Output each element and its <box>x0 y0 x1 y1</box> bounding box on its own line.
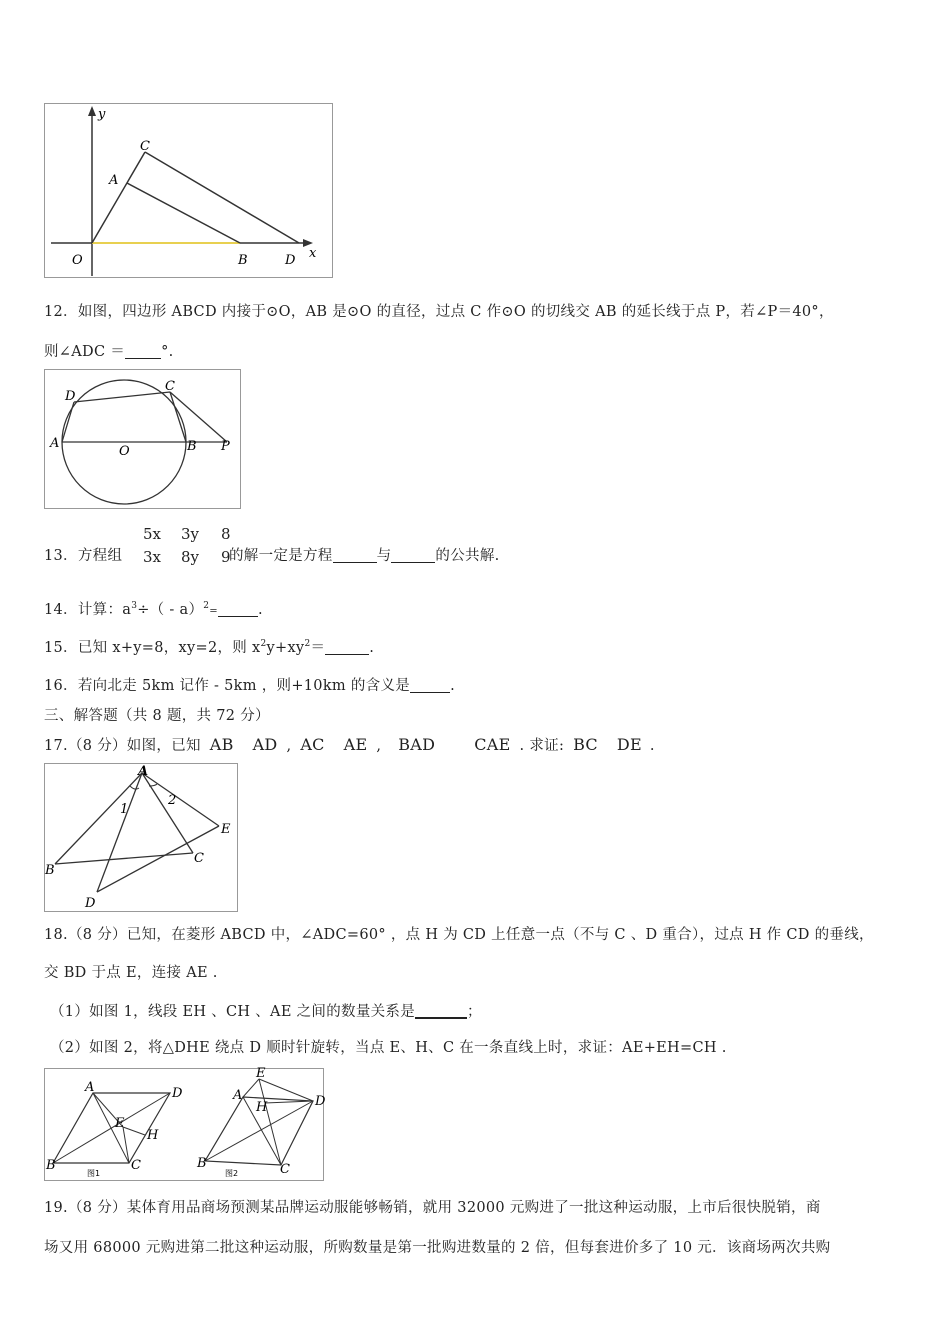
q14-pre: 14．计算：a <box>44 602 132 618</box>
q16-pre: 16．若向北走 5km 记作 - 5km ，则+10km 的含义是 <box>44 678 411 694</box>
q13-blank1 <box>333 548 377 564</box>
q15-mid: y+xy <box>266 640 305 656</box>
fig1-label-D: D <box>172 1086 183 1101</box>
q12-answer-blank <box>125 344 161 360</box>
label-P: P <box>221 439 230 454</box>
q15-exp1: 2 <box>260 639 267 650</box>
segment-AE <box>142 773 219 826</box>
segment-AB <box>127 183 240 243</box>
label-B: B <box>238 253 248 268</box>
segment-CD <box>145 152 299 243</box>
label-x: x <box>309 246 317 261</box>
q17-end: . <box>649 738 655 754</box>
y-axis-arrow <box>88 106 96 116</box>
fig1-label-C: C <box>131 1158 141 1173</box>
segment-BC <box>55 853 193 864</box>
segment-AE-2 <box>243 1079 259 1097</box>
label-D: D <box>65 389 76 404</box>
fig1-label-H: H <box>147 1128 159 1143</box>
q13-text <box>229 544 500 565</box>
figure-2 <box>196 1066 326 1178</box>
section-3-heading: 三、解答题（共 8 题，共 72 分） <box>44 708 270 724</box>
label-C: C <box>194 851 204 866</box>
q15-exp2: 2 <box>304 639 311 650</box>
segment-AD <box>97 773 142 892</box>
q17-AB: AB <box>209 735 234 754</box>
q13-text-c: 的公共解. <box>435 548 500 564</box>
label-A: A <box>50 436 60 451</box>
q17-BC: BC <box>573 735 598 754</box>
label-C: C <box>165 379 175 394</box>
label-B: B <box>45 863 55 878</box>
label-y: y <box>98 107 106 122</box>
q13-r2-c2: 8y <box>181 548 200 566</box>
fig1-caption: 图1 <box>87 1169 101 1178</box>
fig2-label-A: A <box>233 1088 243 1103</box>
label-D: D <box>285 253 296 268</box>
q19-line1: 19.（8 分）某体育用品商场预测某品牌运动服能够畅销，就用 32000 元购进了一批这种运动服，上市后很快脱销，商 <box>44 1200 821 1216</box>
label-2: 2 <box>168 793 177 808</box>
q13-equation-system <box>143 523 231 569</box>
q12-line2-pre: 则∠ADC ＝ <box>44 344 126 360</box>
q13-text-b: 与 <box>376 548 392 564</box>
label-1: 1 <box>120 802 129 817</box>
q17-AD: AD <box>252 735 278 754</box>
fig1-label-E: E <box>115 1116 125 1131</box>
q13-r2-c3: 9 <box>221 548 231 566</box>
fig2-label-E: E <box>256 1066 266 1081</box>
q14-exp1: 3 <box>131 601 138 612</box>
q13-r1-c1: 5x <box>143 525 162 543</box>
q13-row2 <box>143 546 231 569</box>
fig2-label-B: B <box>197 1156 207 1171</box>
q13-label: 13．方程组 <box>44 548 123 564</box>
q13-r2-c1: 3x <box>143 548 162 566</box>
q14-line <box>44 598 263 619</box>
figure-q17-triangles <box>44 763 238 912</box>
q13-blank2 <box>391 548 435 564</box>
q14-blank <box>218 602 258 618</box>
label-A: A <box>138 764 149 779</box>
q18-part1 <box>50 1000 482 1021</box>
segment-EH-1 <box>123 1127 145 1135</box>
segment-DC <box>74 392 170 402</box>
figure-coordinate-triangles <box>44 103 333 278</box>
q15-post: . <box>369 640 375 656</box>
q14-eq: = <box>209 606 218 617</box>
q12-line2 <box>44 340 174 361</box>
label-A: A <box>109 173 119 188</box>
q15-line <box>44 636 374 657</box>
segment-AB <box>55 773 142 864</box>
segment-EC-2 <box>259 1079 281 1165</box>
q12-line1: 12．如图，四边形 ABCD 内接于⊙O，AB 是⊙O 的直径，过点 C 作⊙O 的切线交 AB 的延长线于点 P，若∠P＝40°， <box>44 304 834 320</box>
figure-q18-rhombus <box>44 1068 324 1181</box>
q18-line2: 交 BD 于点 E，连接 AE . <box>44 965 218 981</box>
q13-row1 <box>143 523 231 546</box>
q17-DE: DE <box>616 735 642 754</box>
q17-prove: . 求证: <box>519 738 565 754</box>
q12-line2-post: °. <box>161 344 174 360</box>
q18-line1: 18.（8 分）已知，在菱形 ABCD 中，∠ADC=60° ，点 H 为 CD 上任意一点（不与 C 、D 重合），过点 H 作 CD 的垂线， <box>44 927 874 943</box>
q18-part1-pre: （1）如图 1，线段 EH 、CH 、AE 之间的数量关系是 <box>50 1004 416 1020</box>
q15-blank <box>325 640 369 656</box>
fig2-label-C: C <box>280 1162 290 1177</box>
q14-exp2: 2 <box>203 601 210 612</box>
q18-part1-post: ； <box>467 1004 482 1020</box>
q13-text-a: 的解一定是方程 <box>229 548 333 564</box>
segment-AD <box>62 402 74 442</box>
label-B: B <box>187 439 197 454</box>
q14-mid: ÷（ - a） <box>137 602 204 618</box>
fig2-label-D: D <box>315 1094 326 1109</box>
q18-part1-blank <box>415 1003 467 1020</box>
q16-line <box>44 674 455 695</box>
q17-CAE: CAE <box>474 735 511 754</box>
q17-AE: AE <box>343 735 368 754</box>
q15-pre: 15．已知 x+y=8，xy=2，则 x <box>44 640 261 656</box>
figure-1 <box>45 1080 183 1178</box>
q17-AC: AC <box>300 735 325 754</box>
segment-HD-2 <box>265 1101 313 1103</box>
fig1-label-B: B <box>46 1158 56 1173</box>
label-D: D <box>85 896 96 911</box>
segment-ED-2 <box>259 1079 313 1101</box>
q19-line2: 场又用 68000 元购进第二批这种运动服，所购数量是第一批购进数量的 2 倍，但每套进价多了 10 元．该商场两次共购 <box>44 1240 831 1256</box>
angle-1-arc <box>130 786 139 789</box>
segment-AC <box>142 773 193 853</box>
q14-post: . <box>257 602 263 618</box>
segment-OC <box>92 152 145 243</box>
q15-eq: ＝ <box>310 640 326 656</box>
q16-blank <box>410 678 450 694</box>
q17-BAD: BAD <box>398 735 436 754</box>
figure-circle-quadrilateral <box>44 369 241 509</box>
fig1-label-A: A <box>85 1080 95 1095</box>
label-O: O <box>119 444 130 459</box>
fig2-label-H: H <box>256 1100 268 1115</box>
q18-part2: （2）如图 2，将△DHE 绕点 D 顺时针旋转，当点 E、H、C 在一条直线上时，求证：AE+EH=CH . <box>50 1040 727 1056</box>
label-E: E <box>221 822 231 837</box>
label-C: C <box>140 139 150 154</box>
q13-r1-c2: 3y <box>181 525 200 543</box>
label-O: O <box>72 253 83 268</box>
q17-pre: 17.（8 分）如图，已知 <box>44 738 201 754</box>
fig2-caption: 图2 <box>225 1169 239 1178</box>
q17-line: 17.（8 分）如图，已知 AB AD , AC AE , BAD CAE . 求证: BC DE . <box>44 735 655 754</box>
q13-r1-c3: 8 <box>221 525 231 543</box>
q16-post: . <box>450 678 455 694</box>
